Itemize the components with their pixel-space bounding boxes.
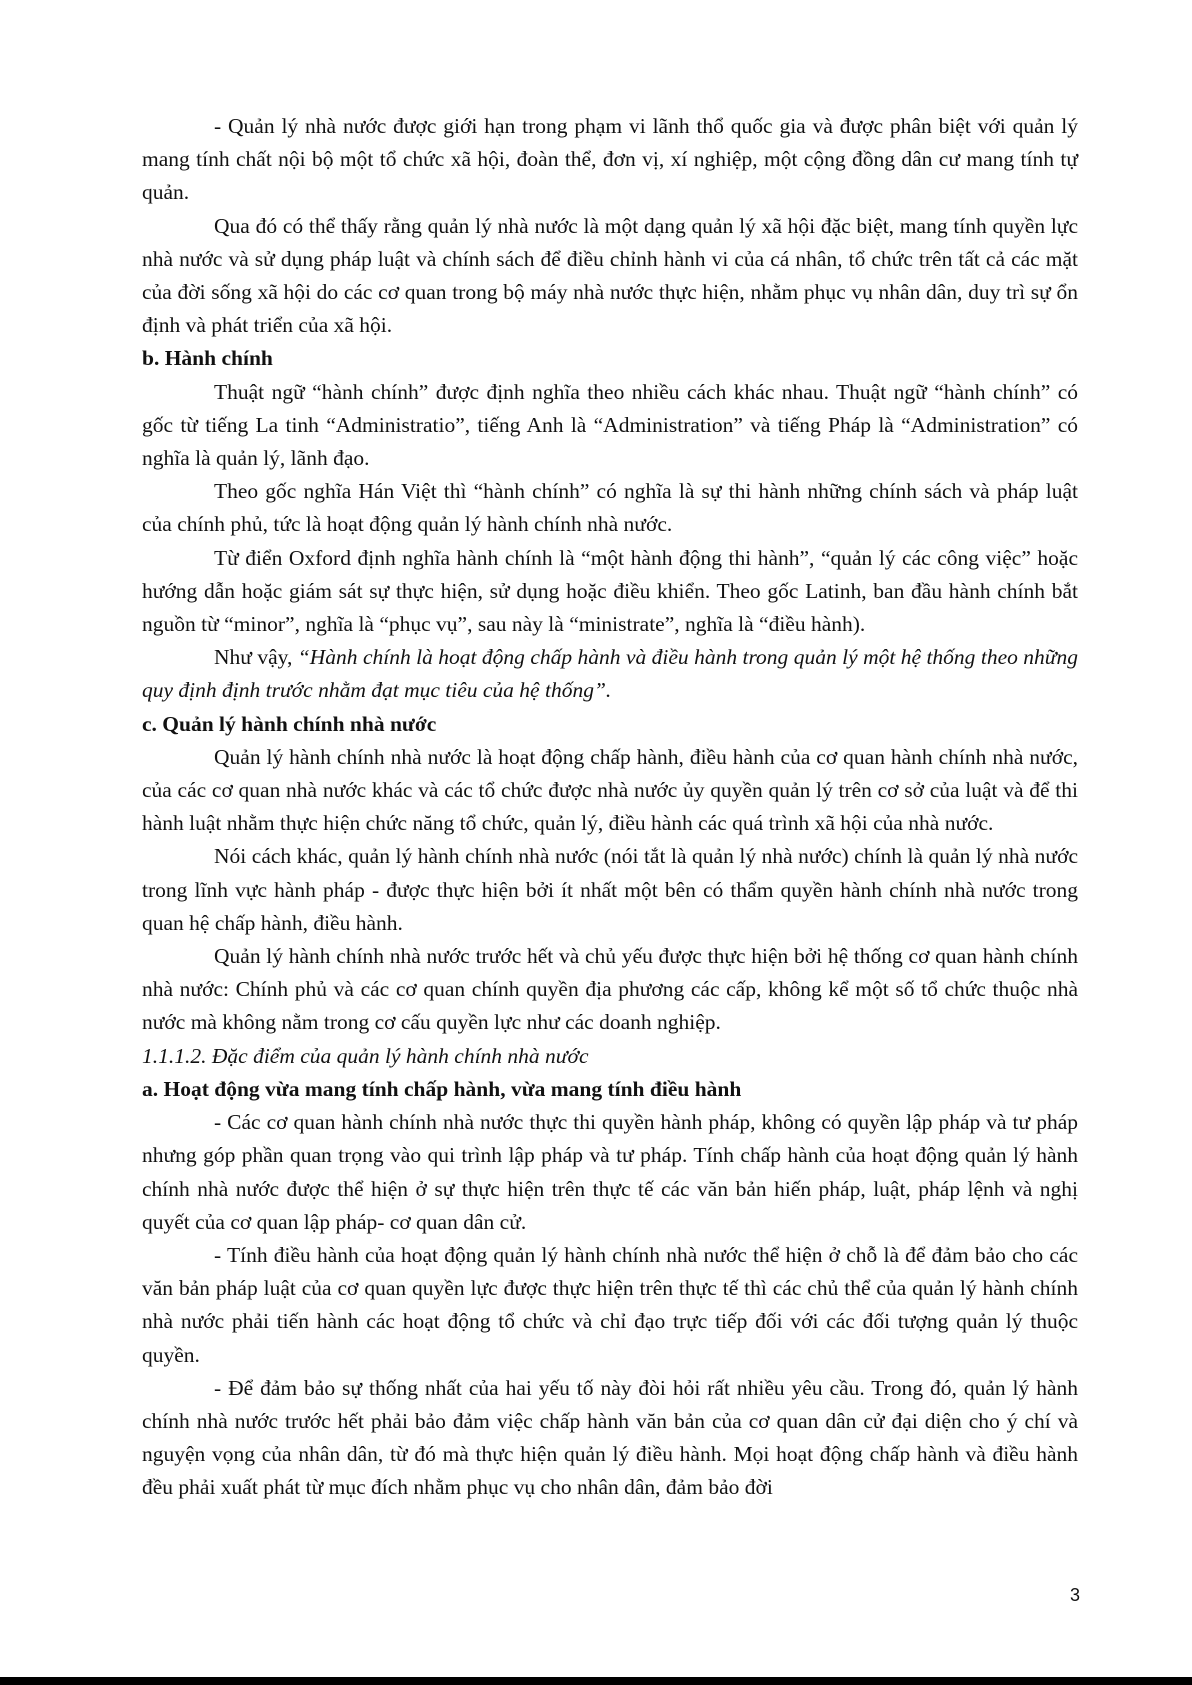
paragraph: - Quản lý nhà nước được giới hạn trong phạm vi lãnh thổ quốc gia và được phân biệt với quản lý mang tính chất nội bộ một tổ chức xã hội, đoàn thể, đơn vị, xí nghiệp, một cộng đồng dân cư mang tính tự quản. — [142, 114, 1078, 205]
subsection-heading: 1.1.1.2. Đặc điểm của quản lý hành chính nhà nước — [142, 1043, 589, 1068]
paragraph: - Để đảm bảo sự thống nhất của hai yếu tố này đòi hỏi rất nhiều yêu cầu. Trong đó, quản lý hành chính nhà nước trước hết phải bảo đảm việc chấp hành văn bản của cơ quan dân cử đại diện cho ý chí và nguyện vọng của nhân dân, từ đó mà thực hiện quản lý điều hành. Mọi hoạt động chấp hành và điều hành đều phải xuất phát từ mục đích nhằm phục vụ cho nhân dân, đảm bảo đời — [142, 1375, 1078, 1500]
paragraph-lead: Như vậy, — [214, 645, 298, 670]
paragraph: Quản lý hành chính nhà nước trước hết và chủ yếu được thực hiện bởi hệ thống cơ quan hành chính nhà nước: Chính phủ và các cơ quan chính quyền địa phương các cấp, không kể một số tổ chức thuộc nhà nước mà không nằm trong cơ cấu quyền lực như các doanh nghiệp. — [142, 944, 1078, 1035]
paragraph-definition — [142, 641, 1078, 707]
section-heading: b. Hành chính — [142, 346, 273, 371]
definition-quote: “Hành chính là hoạt động chấp hành và điều hành trong quản lý một hệ thống theo những quy định định trước nhằm đạt mục tiêu của hệ thống”. — [142, 645, 1079, 703]
page-bottom-border — [0, 1677, 1192, 1685]
paragraph: Từ điển Oxford định nghĩa hành chính là “một hành động thi hành”, “quản lý các công việc” hoặc hướng dẫn hoặc giám sát sự thực hiện, sử dụng hoặc điều khiển. Theo gốc Latinh, ban đầu hành chính bắt nguồn từ “minor”, nghĩa là “phục vụ”, sau này là “ministrate”, nghĩa là “điều hành). — [142, 545, 1078, 637]
section-heading: c. Quản lý hành chính nhà nước — [142, 711, 437, 736]
paragraph: Thuật ngữ “hành chính” được định nghĩa theo nhiều cách khác nhau. Thuật ngữ “hành chính” có gốc từ tiếng La tinh “Administratio”, tiếng Anh là “Administration” và tiếng Pháp là “Administration” có nghĩa là quản lý, lãnh đạo. — [142, 379, 1078, 471]
page-number: 3 — [1069, 1585, 1080, 1605]
paragraph: - Các cơ quan hành chính nhà nước thực thi quyền hành pháp, không có quyền lập pháp và tư pháp nhưng góp phần quan trọng vào qui trình lập pháp và tư pháp. Tính chấp hành của hoạt động quản lý hành chính nhà nước được thể hiện ở sự thực hiện trên thực tế các văn bản hiến pháp, luật, pháp lệnh và nghị quyết của cơ quan lập pháp- cơ quan dân cử. — [142, 1110, 1078, 1234]
paragraph: Quản lý hành chính nhà nước là hoạt động chấp hành, điều hành của cơ quan hành chính nhà nước, của các cơ quan nhà nước khác và các tổ chức được nhà nước ủy quyền quản lý trên cơ sở của luật và để thi hành luật nhằm thực hiện chức năng tổ chức, quản lý, điều hành các quá trình xã hội của nhà nước. — [142, 744, 1078, 836]
paragraph: Theo gốc nghĩa Hán Việt thì “hành chính” có nghĩa là sự thi hành những chính sách và pháp luật của chính phủ, tức là hoạt động quản lý hành chính nhà nước. — [142, 479, 1078, 537]
document-body — [142, 110, 1078, 1505]
section-heading: a. Hoạt động vừa mang tính chấp hành, vừa mang tính điều hành — [142, 1076, 742, 1101]
paragraph: Nói cách khác, quản lý hành chính nhà nước (nói tắt là quản lý nhà nước) chính là quản lý nhà nước trong lĩnh vực hành pháp - được thực hiện bởi ít nhất một bên có thẩm quyền hành chính nhà nước trong quan hệ chấp hành, điều hành. — [142, 844, 1078, 935]
paragraph: - Tính điều hành của hoạt động quản lý hành chính nhà nước thể hiện ở chỗ là để đảm bảo cho các văn bản pháp luật của cơ quan quyền lực được thực hiện trên thực tế thì các chủ thể của quản lý hành chính nhà nước phải tiến hành các hoạt động tổ chức và chỉ đạo trực tiếp đối với các đối tượng quản lý thuộc quyền. — [142, 1242, 1078, 1367]
paragraph: Qua đó có thể thấy rằng quản lý nhà nước là một dạng quản lý xã hội đặc biệt, mang tính quyền lực nhà nước và sử dụng pháp luật và chính sách để điều chỉnh hành vi của cá nhân, tổ chức trên tất cả các mặt của đời sống xã hội do các cơ quan trong bộ máy nhà nước thực hiện, nhằm phục vụ nhân dân, duy trì sự ổn định và phát triển của xã hội. — [142, 213, 1078, 338]
